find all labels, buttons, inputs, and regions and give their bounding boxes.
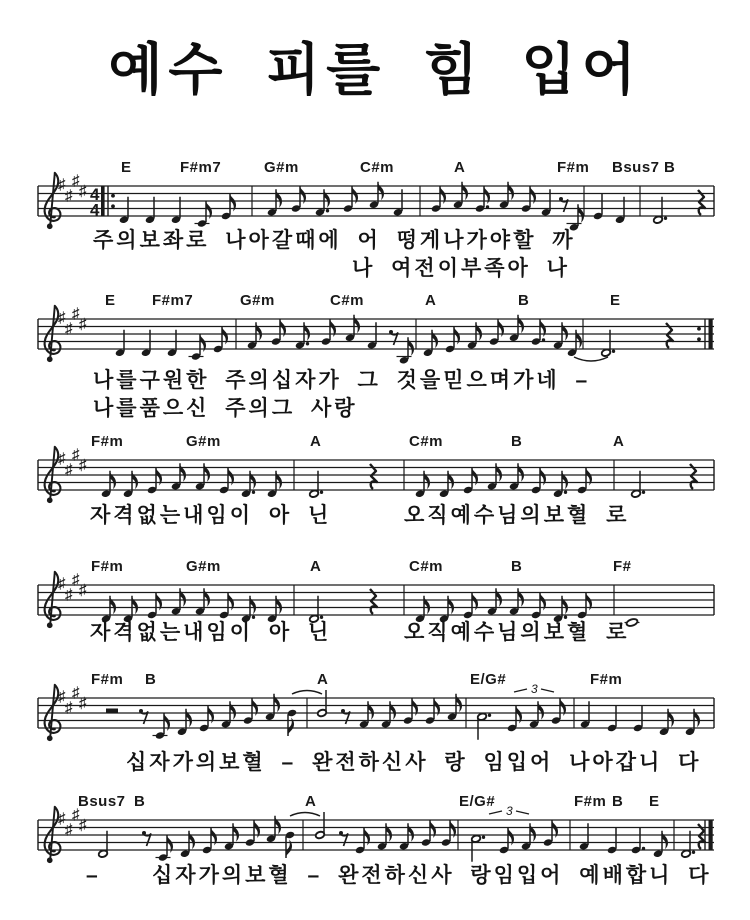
key-signature-sharp: ♯ bbox=[72, 571, 80, 588]
eighth-flag bbox=[578, 204, 584, 223]
chord-label: B bbox=[145, 671, 157, 688]
chord-label: A bbox=[425, 292, 437, 309]
chord-label: A bbox=[613, 433, 625, 450]
eighth-flag bbox=[518, 463, 524, 482]
eighth-flag bbox=[304, 322, 310, 341]
key-signature-sharp: ♯ bbox=[65, 187, 73, 204]
key-signature-sharp: ♯ bbox=[58, 309, 66, 326]
chord-label: Bsus7 bbox=[612, 159, 660, 176]
eighth-flag bbox=[386, 823, 392, 842]
lyrics-line: 오직예수님의보혈 로 bbox=[404, 504, 630, 527]
chord-label: F#m bbox=[91, 671, 124, 688]
chord-label: G#m bbox=[264, 159, 299, 176]
eighth-flag bbox=[378, 182, 384, 201]
eighth-flag bbox=[275, 816, 281, 835]
key-signature-sharp: ♯ bbox=[65, 461, 73, 478]
slur bbox=[292, 691, 322, 695]
eighth-flag bbox=[204, 463, 210, 482]
eighth-flag bbox=[538, 701, 544, 720]
chord-label: B bbox=[134, 793, 146, 810]
triplet-number: 3 bbox=[506, 804, 513, 818]
key-signature-sharp: ♯ bbox=[58, 176, 66, 193]
eighth-flag bbox=[694, 709, 700, 728]
eighth-flag bbox=[276, 189, 282, 208]
eighth-flag bbox=[256, 322, 262, 341]
eighth-flag bbox=[562, 596, 568, 615]
song-title: 예수 피를 힘 입어 bbox=[108, 38, 642, 101]
key-signature-sharp: ♯ bbox=[72, 806, 80, 823]
eighth-flag bbox=[518, 588, 524, 607]
chord-label: E/G# bbox=[470, 671, 507, 688]
chord-label: E bbox=[649, 793, 660, 810]
eighth-flag bbox=[562, 471, 568, 490]
eighth-flag bbox=[324, 189, 330, 208]
chord-label: E bbox=[121, 159, 132, 176]
key-signature-sharp: ♯ bbox=[79, 581, 87, 599]
eighth-flag bbox=[562, 322, 568, 341]
eighth-flag bbox=[448, 471, 454, 490]
chord-label: F#m bbox=[590, 671, 623, 688]
eighth-flag bbox=[448, 596, 454, 615]
eighth-flag bbox=[250, 596, 256, 615]
eighth-flag bbox=[508, 182, 514, 201]
eighth-flag bbox=[276, 471, 282, 490]
eighth-flag bbox=[274, 694, 280, 713]
chord-label: E bbox=[105, 292, 116, 309]
chord-label: B bbox=[664, 159, 676, 176]
eighth-flag bbox=[110, 596, 116, 615]
eighth-flag bbox=[432, 330, 438, 349]
chord-label: C#m bbox=[360, 159, 395, 176]
chord-label: C#m bbox=[330, 292, 365, 309]
key-signature-sharp: ♯ bbox=[58, 450, 66, 467]
chord-label: G#m bbox=[186, 433, 221, 450]
eighth-flag bbox=[110, 471, 116, 490]
key-signature-sharp: ♯ bbox=[65, 320, 73, 337]
chord-label: E bbox=[610, 292, 621, 309]
lyrics-line: 나를품으신 주의그 사랑 bbox=[93, 397, 358, 420]
chord-label: A bbox=[310, 433, 322, 450]
eighth-flag bbox=[186, 709, 192, 728]
key-signature-sharp: ♯ bbox=[79, 694, 87, 712]
lyrics-line: 나를구원한 주의십자가 그 것을믿으며가네 – bbox=[93, 369, 591, 392]
key-signature-sharp: ♯ bbox=[79, 182, 87, 200]
key-signature-sharp: ♯ bbox=[65, 586, 73, 603]
key-signature-sharp: ♯ bbox=[79, 456, 87, 474]
key-signature-sharp: ♯ bbox=[79, 315, 87, 333]
chord-label: G#m bbox=[186, 558, 221, 575]
eighth-flag bbox=[668, 709, 674, 728]
eighth-flag bbox=[230, 701, 236, 720]
key-signature-sharp: ♯ bbox=[72, 172, 80, 189]
slur bbox=[574, 357, 608, 361]
chord-label: A bbox=[305, 793, 317, 810]
lyrics-line: 십자가의보혈 – 완전하신사 랑임입어 예배합니 다 bbox=[152, 864, 712, 887]
half-rest bbox=[106, 709, 118, 714]
eighth-flag bbox=[424, 471, 430, 490]
chord-label: A bbox=[317, 671, 329, 688]
triplet-number: 3 bbox=[531, 682, 538, 696]
lyrics-line: 나 여전이부족아 나 bbox=[352, 257, 570, 280]
eighth-flag bbox=[368, 701, 374, 720]
chord-label: F#m7 bbox=[180, 159, 222, 176]
eighth-flag bbox=[354, 315, 360, 334]
eighth-flag bbox=[662, 831, 668, 850]
eighth-flag bbox=[424, 596, 430, 615]
chord-label: E/G# bbox=[459, 793, 496, 810]
eighth-flag bbox=[576, 330, 582, 349]
chord-label: F# bbox=[613, 558, 632, 575]
key-signature-sharp: ♯ bbox=[58, 688, 66, 705]
chord-label: A bbox=[454, 159, 466, 176]
lyrics-line: 자격없는내임이 아 닌 bbox=[90, 504, 332, 527]
chord-label: F#m7 bbox=[152, 292, 194, 309]
chord-label: A bbox=[310, 558, 322, 575]
eighth-flag bbox=[276, 596, 282, 615]
key-signature-sharp: ♯ bbox=[58, 810, 66, 827]
chord-label: B bbox=[518, 292, 530, 309]
key-signature-sharp: ♯ bbox=[65, 699, 73, 716]
eighth-flag bbox=[496, 463, 502, 482]
chord-label: B bbox=[612, 793, 624, 810]
eighth-flag bbox=[132, 596, 138, 615]
lyrics-line: 십자가의보혈 – 완전하신사 랑 임입어 나아갑니 다 bbox=[126, 751, 702, 774]
eighth-flag bbox=[462, 182, 468, 201]
eighth-flag bbox=[204, 588, 210, 607]
chord-label: C#m bbox=[409, 558, 444, 575]
chord-label: F#m bbox=[574, 793, 607, 810]
chord-label: F#m bbox=[91, 558, 124, 575]
lyrics-line: – bbox=[86, 864, 101, 887]
eighth-flag bbox=[408, 823, 414, 842]
staff-system-6 bbox=[0, 770, 750, 920]
eighth-flag bbox=[530, 823, 536, 842]
eighth-flag bbox=[456, 694, 462, 713]
eighth-flag bbox=[476, 322, 482, 341]
key-signature-sharp: ♯ bbox=[65, 821, 73, 838]
key-signature-sharp: ♯ bbox=[72, 684, 80, 701]
lyrics-line: 오직예수님의보혈 로 bbox=[404, 621, 630, 644]
lyrics-line: 주의보좌로 나아갈때에 어 떵게나가야할 까 bbox=[93, 229, 576, 252]
chord-label: C#m bbox=[409, 433, 444, 450]
key-signature-sharp: ♯ bbox=[58, 575, 66, 592]
time-signature: 4 bbox=[90, 185, 100, 204]
lyrics-line: 자격없는내임이 아 닌 bbox=[90, 621, 332, 644]
chord-label: B bbox=[511, 558, 523, 575]
eighth-flag bbox=[132, 471, 138, 490]
eighth-flag bbox=[189, 831, 195, 850]
chord-label: G#m bbox=[240, 292, 275, 309]
eighth-flag bbox=[180, 463, 186, 482]
eighth-flag bbox=[233, 823, 239, 842]
chord-label: Bsus7 bbox=[78, 793, 126, 810]
slur bbox=[290, 813, 320, 817]
chord-label: F#m bbox=[91, 433, 124, 450]
chord-label: F#m bbox=[557, 159, 590, 176]
eighth-flag bbox=[250, 471, 256, 490]
key-signature-sharp: ♯ bbox=[72, 446, 80, 463]
key-signature-sharp: ♯ bbox=[79, 816, 87, 834]
chord-label: B bbox=[511, 433, 523, 450]
key-signature-sharp: ♯ bbox=[72, 305, 80, 322]
eighth-flag bbox=[180, 588, 186, 607]
eighth-flag bbox=[390, 701, 396, 720]
time-signature: 4 bbox=[90, 200, 100, 220]
eighth-flag bbox=[518, 315, 524, 334]
eighth-flag bbox=[496, 588, 502, 607]
eighth-flag bbox=[408, 337, 414, 356]
